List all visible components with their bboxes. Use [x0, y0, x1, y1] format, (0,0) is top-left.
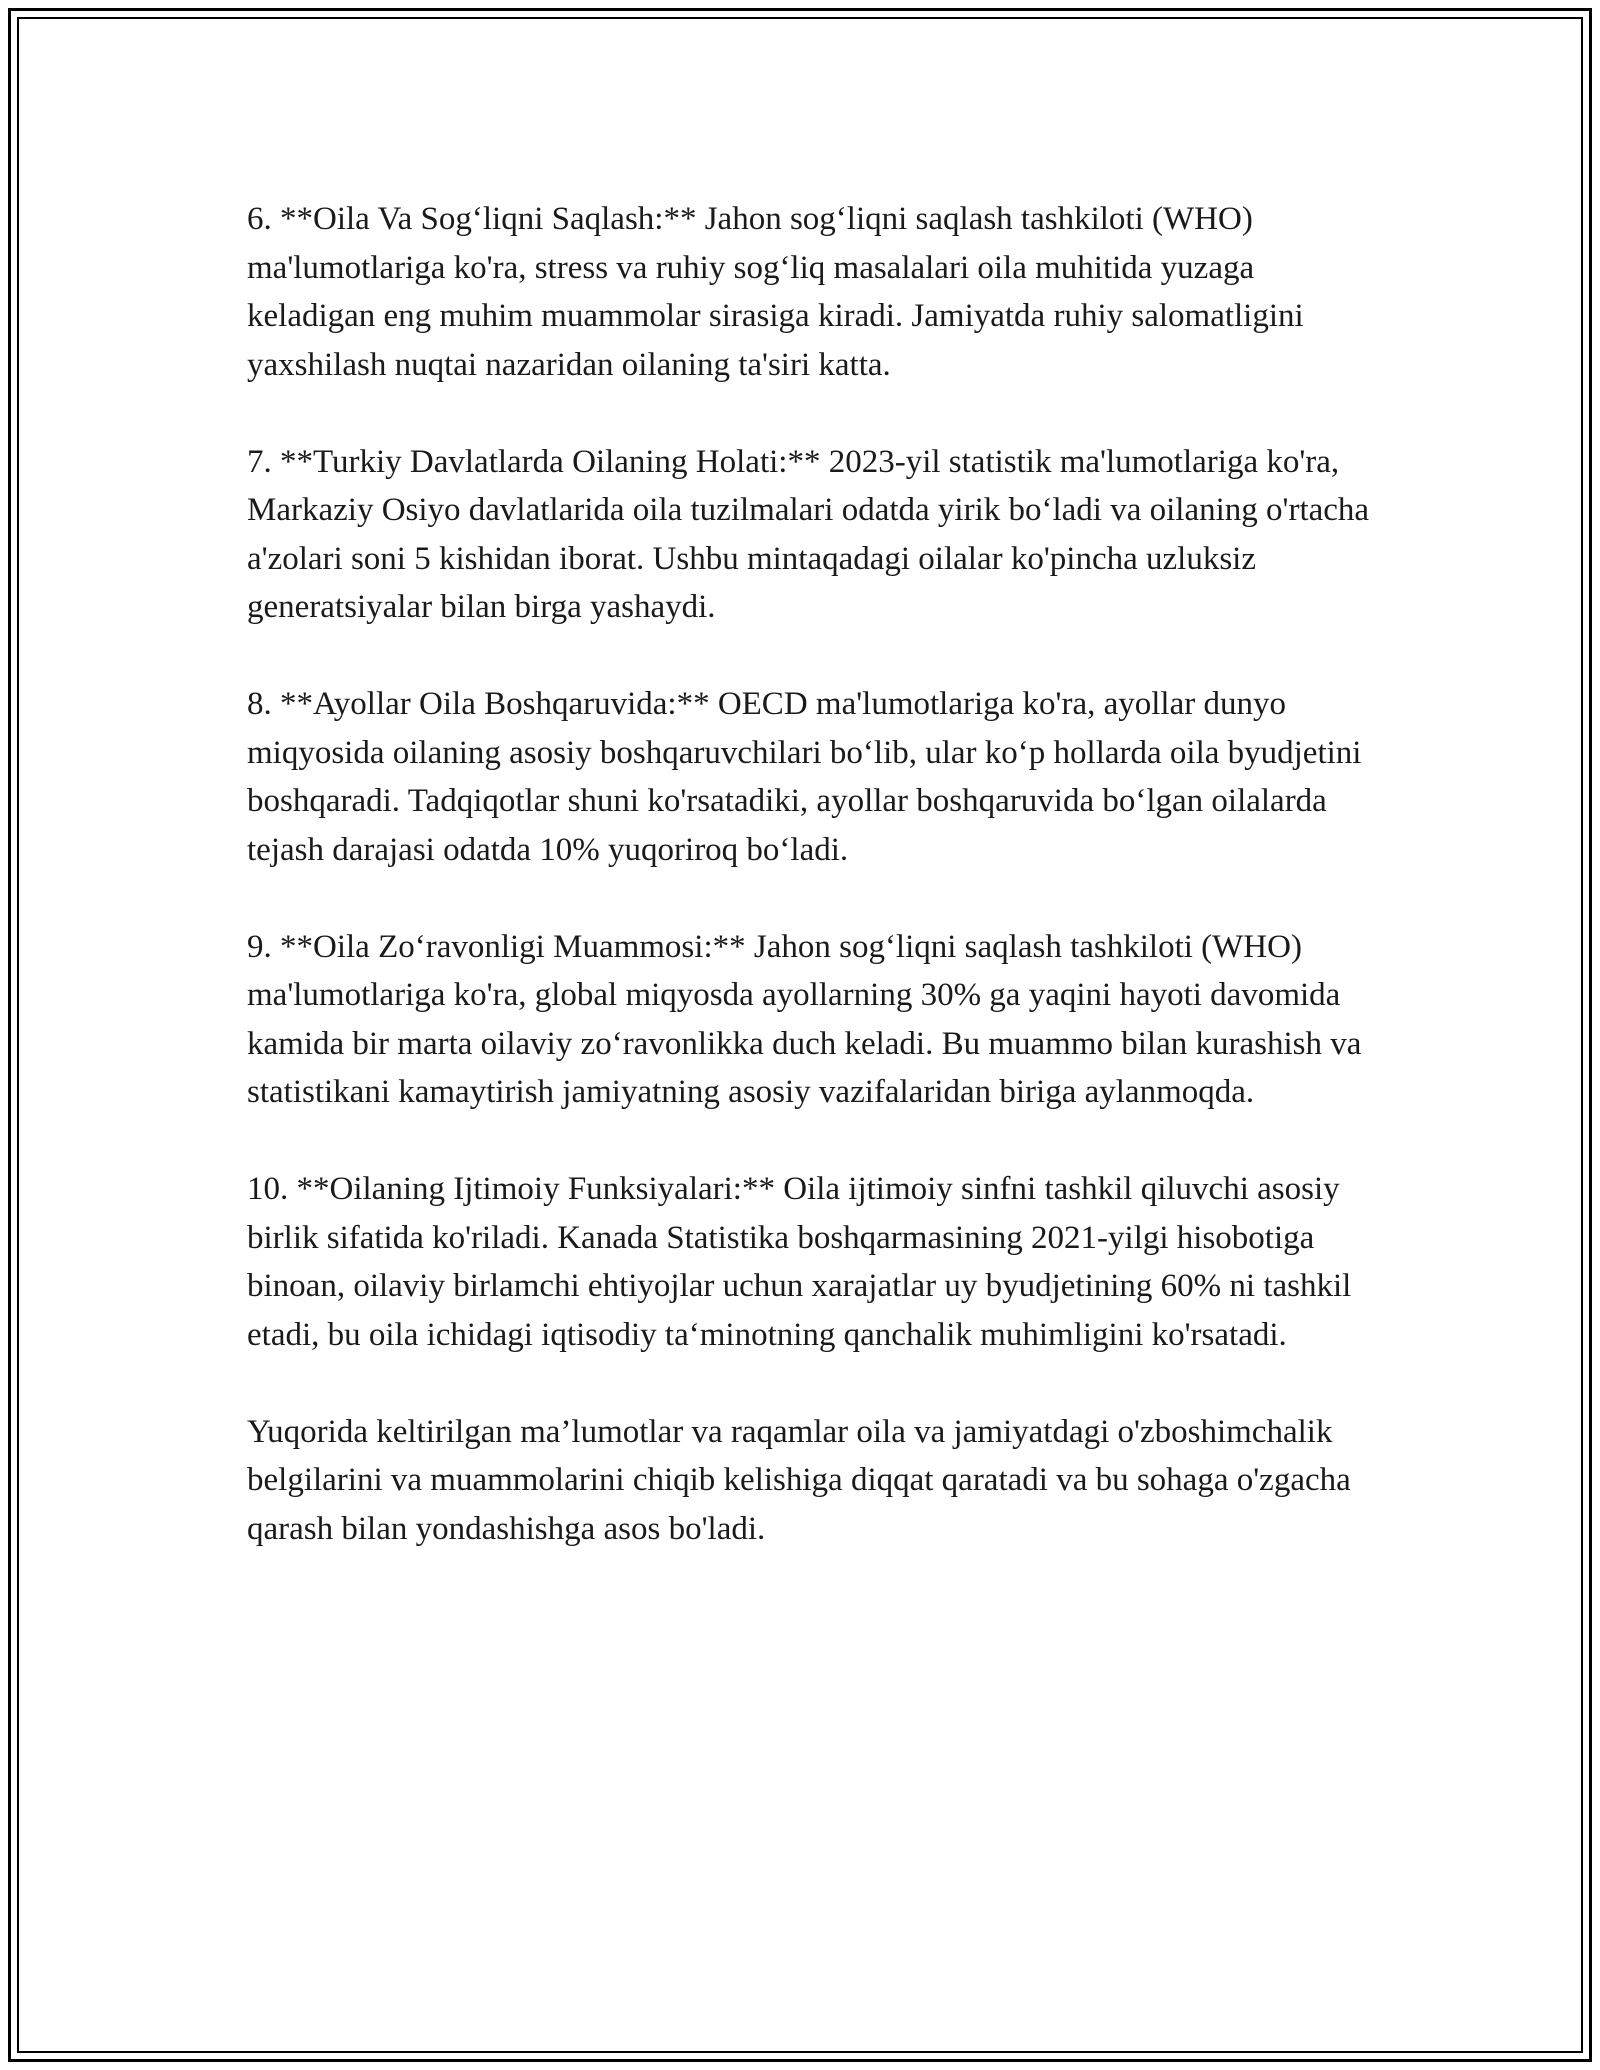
- paragraph-item-8: 8. **Ayollar Oila Boshqaruvida:** OECD ma'lumotlariga ko'ra, ayollar dunyo miqyosida oilaning asosiy boshqaruvchilari bo‘lib, ular ko‘p hollarda oila byudjetini boshqaradi. Tadqiqotlar shuni ko'rsatadiki, ayollar boshqaruvida bo‘lgan oilalarda tejash darajasi odatda 10% yuqoriroq bo‘ladi.: [247, 686, 1362, 868]
- paragraph-item-9: 9. **Oila Zo‘ravonligi Muammosi:** Jahon sog‘liqni saqlash tashkiloti (WHO) ma'lumotlariga ko'ra, global miqyosda ayollarning 30% ga yaqini hayoti davomida kamida bir marta oilaviy zo‘ravonlikka duch keladi. Bu muammo bilan kurashish va statistikani kamaytirish jamiyatning asosiy vazifalaridan biriga aylanmoqda.: [247, 928, 1362, 1110]
- paragraph-item-7: 7. **Turkiy Davlatlarda Oilaning Holati:** 2023-yil statistik ma'lumotlariga ko'ra, Markaziy Osiyo davlatlarida oila tuzilmalari odatda yirik bo‘ladi va oilaning o'rtacha a'zolari soni 5 kishidan iborat. Ushbu mintaqadagi oilalar ko'pincha uzluksiz generatsiyalar bilan birga yashaydi.: [247, 443, 1370, 625]
- document-body: [247, 195, 1387, 1602]
- paragraph-conclusion: Yuqorida keltirilgan ma’lumotlar va raqamlar oila va jamiyatdagi o'zboshimchalik belgilarini va muammolarini chiqib kelishiga diqqat qaratadi va bu sohaga o'zgacha qarash bilan yondashishga asos bo'ladi.: [247, 1413, 1351, 1547]
- page-frame: [8, 8, 1592, 2062]
- paragraph-item-10: 10. **Oilaning Ijtimoiy Funksiyalari:** Oila ijtimoiy sinfni tashkil qiluvchi asosiy birlik sifatida ko'riladi. Kanada Statistika boshqarmasining 2021-yilgi hisobotiga binoan, oilaviy birlamchi ehtiyojlar uchun xarajatlar uy byudjetining 60% ni tashkil etadi, bu oila ichidagi iqtisodiy ta‘minotning qanchalik muhimligini ko'rsatadi.: [247, 1171, 1352, 1353]
- paragraph-item-6: 6. **Oila Va Sog‘liqni Saqlash:** Jahon sog‘liqni saqlash tashkiloti (WHO) ma'lumotlariga ko'ra, stress va ruhiy sog‘liq masalalari oila muhitida yuzaga keladigan eng muhim muammolar sirasiga kiradi. Jamiyatda ruhiy salomatligini yaxshilash nuqtai nazaridan oilaning ta'siri katta.: [247, 201, 1304, 383]
